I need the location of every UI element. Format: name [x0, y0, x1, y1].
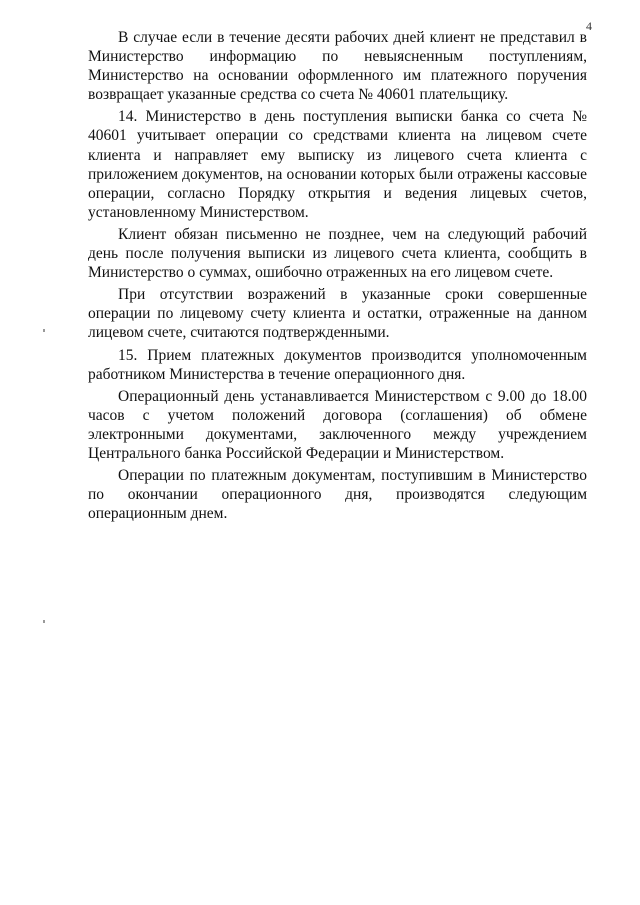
- margin-mark: [43, 620, 45, 623]
- page-number: 4: [586, 19, 592, 33]
- margin-mark: [43, 329, 45, 332]
- paragraph-after-hours-operations: Операции по платежным документам, поступившим в Министерство по окончании операционного дня, производятся следующим операционным днем.: [88, 467, 587, 523]
- document-body: [88, 28, 587, 523]
- paragraph-client-obligation: Клиент обязан письменно не позднее, чем на следующий рабочий день после получения выписки из лицевого счета клиента, сообщить в Министерство о суммах, ошибочно отраженных на его лицевом счете.: [88, 225, 587, 282]
- paragraph-item-15: 15. Прием платежных документов производится уполномоченным работником Министерства в течение операционного дня.: [88, 346, 587, 383]
- paragraph-item-14: 14. Министерство в день поступления выписки банка со счета № 40601 учитывает операции со средствами клиента на лицевом счете клиента и направляет ему выписку из лицевого счета клиента с приложением документов, на основании которых были отражены кассовые операции, согласно Порядку открытия и ведения лицевых счетов, установленному Министерством.: [88, 108, 587, 221]
- paragraph-operational-day: Операционный день устанавливается Министерством с 9.00 до 18.00 часов с учетом положений договора (соглашения) об обмене электронными документами, заключенного между учреждением Центрального банка Российской Федерации и Министерством.: [88, 387, 587, 462]
- paragraph-no-objections: При отсутствии возражений в указанные сроки совершенные операции по лицевому счету клиента и остатки, отраженные на данном лицевом счете, считаются подтвержденными.: [88, 286, 587, 342]
- paragraph-unclear-receipts-return: В случае если в течение десяти рабочих дней клиент не представил в Министерство информацию по невыясненным поступлениям, Министерство на основании оформленного им платежного поручения возвращает указанные средства со счета № 40601 плательщику.: [88, 29, 587, 104]
